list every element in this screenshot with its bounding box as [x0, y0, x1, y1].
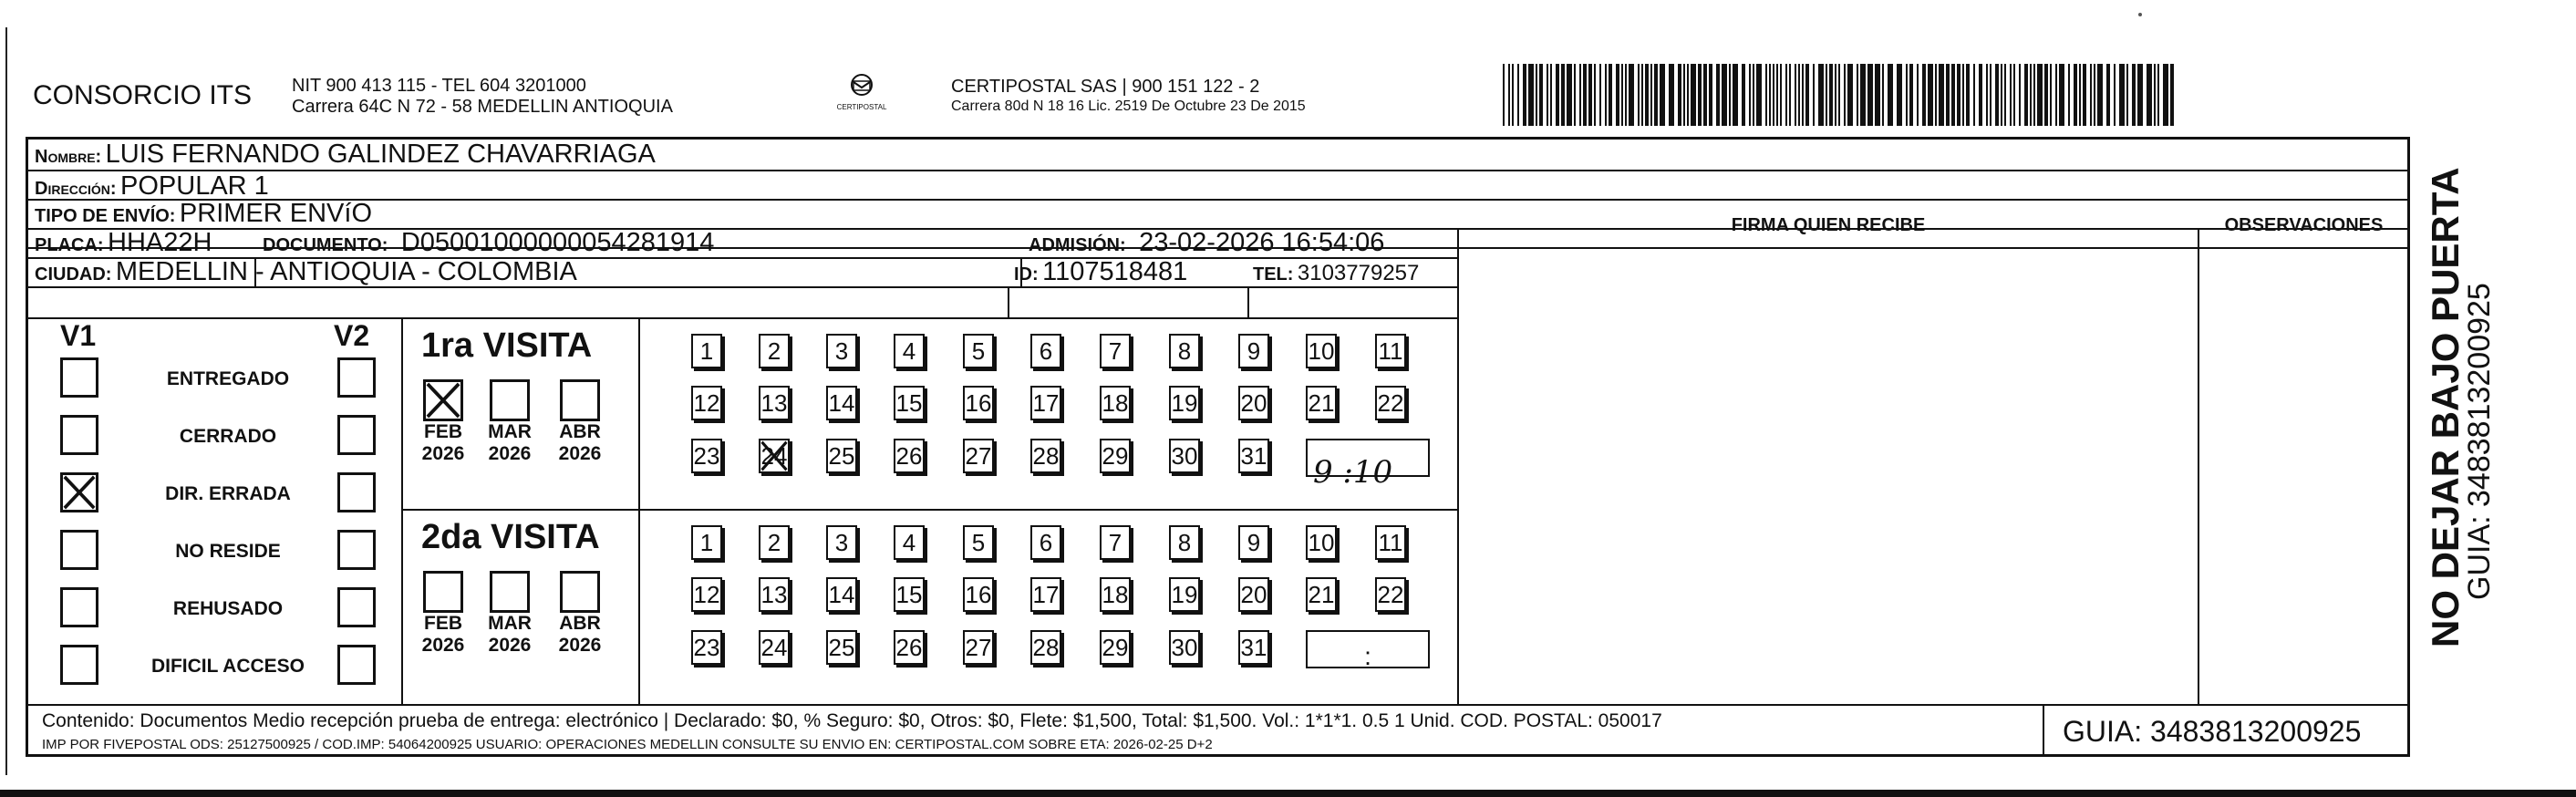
month-label [410, 421, 476, 465]
month-year: 2026 [558, 635, 602, 656]
day-box: 29 [1100, 630, 1131, 665]
barcode-bar [1805, 64, 1809, 126]
barcode-bar [2055, 64, 2057, 126]
barcode-bar [1765, 64, 1767, 126]
barcode [1501, 64, 2179, 128]
placa-label: PLACA: [35, 235, 104, 255]
barcode-bar [2079, 64, 2081, 126]
barcode-bar [1669, 64, 1674, 126]
certipostal-logo [834, 73, 889, 109]
barcode-bar [2074, 64, 2077, 126]
barcode-bar [2097, 64, 2103, 126]
v1-checkbox [60, 415, 98, 455]
barcode-bar [1951, 64, 1955, 126]
day-box: 14 [826, 386, 857, 420]
barcode-bar [1829, 64, 1833, 126]
day-box: 6 [1030, 334, 1061, 368]
day-box: 28 [1030, 439, 1061, 473]
envelope-icon [842, 73, 882, 98]
barcode-bar [1857, 64, 1858, 126]
v1-checkbox [60, 587, 98, 627]
barcode-bar [2010, 64, 2012, 126]
col-divider [638, 317, 640, 704]
barcode-bar [2050, 64, 2052, 126]
barcode-bar [1583, 64, 1587, 126]
barcode-bar [1835, 64, 1836, 126]
barcode-bar [1847, 64, 1853, 126]
status-label: REHUSADO [172, 598, 284, 619]
barcode-bar [1909, 64, 1913, 126]
col-divider [2043, 704, 2044, 757]
barcode-bar [1749, 64, 1751, 126]
barcode-bar [1539, 64, 1543, 126]
logo-text: CERTIPOSTAL [836, 103, 887, 111]
barcode-bar [1966, 64, 1970, 126]
barcode-bar [2044, 64, 2048, 126]
day-box: 29 [1100, 439, 1131, 473]
barcode-bar [1935, 64, 1937, 126]
month-year: 2026 [421, 443, 465, 464]
speck [2138, 13, 2142, 16]
barcode-bar [1629, 64, 1634, 126]
barcode-bar [2030, 64, 2032, 126]
barcode-bar [2001, 64, 2002, 126]
day-box: 6 [1030, 525, 1061, 560]
barcode-bar [1660, 64, 1665, 126]
barcode-bar [1973, 64, 1975, 126]
barcode-bar [1588, 64, 1592, 126]
barcode-bar [1621, 64, 1623, 126]
barcode-bar [2137, 64, 2143, 126]
status-label: NO RESIDE [175, 541, 281, 562]
barcode-bar [2090, 64, 2092, 126]
day-box: 18 [1100, 577, 1131, 612]
month-checkbox [490, 571, 530, 613]
day-box: 26 [894, 439, 925, 473]
barcode-bar [1641, 64, 1643, 126]
day-box: 20 [1238, 386, 1269, 420]
month-name: MAR [488, 421, 532, 442]
month-checkbox [490, 379, 530, 421]
v2-checkbox [337, 587, 376, 627]
month-year: 2026 [558, 443, 602, 464]
v1-checkbox [60, 472, 98, 512]
barcode-bar [2059, 64, 2064, 126]
barcode-bar [2033, 64, 2035, 126]
observaciones-label: OBSERVACIONES [2224, 215, 2384, 235]
barcode-bar [1687, 64, 1689, 126]
barcode-bar [1888, 64, 1893, 126]
day-box: 26 [894, 630, 925, 665]
x-mark-icon [63, 475, 96, 510]
day-box: 23 [691, 439, 722, 473]
company-address: Carrera 64C N 72 - 58 MEDELLIN ANTIOQUIA [292, 97, 673, 117]
barcode-bar [1922, 64, 1926, 126]
month-name: ABR [559, 421, 601, 442]
barcode-bar [2114, 64, 2116, 126]
day-box: 3 [826, 334, 857, 368]
admision-label: ADMISIÓN: [1029, 235, 1126, 255]
nombre-value: LUIS FERNANDO GALINDEZ CHAVARRIAGA [105, 140, 656, 169]
barcode-bar [1838, 64, 1840, 126]
day-box: 31 [1238, 439, 1269, 473]
visit1-title: 1ra VISITA [421, 326, 593, 365]
barcode-bar [2004, 64, 2006, 126]
barcode-bar [1616, 64, 1619, 126]
barcode-bar [1957, 64, 1960, 126]
day-box: 14 [826, 577, 857, 612]
barcode-bar [1780, 64, 1782, 126]
certipostal-line: CERTIPOSTAL SAS | 900 151 122 - 2 [951, 77, 1260, 97]
barcode-bar [1776, 64, 1778, 126]
barcode-bar [2154, 64, 2156, 126]
barcode-bar [1867, 64, 1873, 126]
day-box: 1 [691, 334, 722, 368]
day-box: 8 [1169, 334, 1200, 368]
v2-checkbox [337, 357, 376, 398]
barcode-bar [1729, 64, 1731, 126]
day-box: 5 [963, 525, 994, 560]
footer-guia: GUIA: 3483813200925 [2063, 715, 2362, 748]
barcode-bar [1625, 64, 1627, 126]
barcode-bar [1773, 64, 1774, 126]
month-label [477, 613, 543, 657]
barcode-bar [2083, 64, 2086, 126]
firma-label: FIRMA QUIEN RECIBE [1731, 215, 1926, 235]
v2-checkbox [337, 415, 376, 455]
barcode-bar [1609, 64, 1612, 126]
visit2-time: : [1364, 642, 1371, 670]
day-box: 25 [826, 630, 857, 665]
barcode-bar [1979, 64, 1982, 126]
day-box: 7 [1100, 334, 1131, 368]
ciudad-label: CIUDAD: [35, 264, 112, 285]
day-box: 8 [1169, 525, 1200, 560]
day-box: 24 [759, 439, 790, 473]
v2-label: V2 [334, 319, 370, 352]
month-name: FEB [424, 613, 462, 634]
barcode-bar [1517, 64, 1519, 126]
barcode-bar [1567, 64, 1572, 126]
footer-divider [27, 704, 2408, 706]
day-box: 3 [826, 525, 857, 560]
barcode-bar [2037, 64, 2043, 126]
scan-edge-left [5, 27, 7, 775]
v2-checkbox [337, 645, 376, 685]
placa-value: HHA22H [108, 228, 212, 257]
day-box: 11 [1375, 525, 1406, 560]
barcode-bar [1722, 64, 1727, 126]
visit2-title: 2da VISITA [421, 518, 600, 556]
month-name: ABR [559, 613, 601, 634]
day-box: 16 [963, 577, 994, 612]
barcode-bar [1860, 64, 1866, 126]
barcode-bar [1691, 64, 1696, 126]
barcode-bar [1826, 64, 1827, 126]
day-box: 9 [1238, 334, 1269, 368]
day-box: 10 [1306, 525, 1337, 560]
v2-checkbox [337, 472, 376, 512]
documento-label: DOCUMENTO: [263, 235, 388, 255]
status-label: DIR. ERRADA [165, 483, 291, 504]
ciudad-row [35, 255, 577, 293]
v1-label: V1 [60, 319, 97, 352]
barcode-bar [1556, 64, 1559, 126]
day-box: 24 [759, 630, 790, 665]
certipostal-address: Carrera 80d N 18 16 Lic. 2519 De Octubre 23 De 2015 [951, 98, 1306, 114]
barcode-bar [1536, 64, 1537, 126]
month-label [547, 421, 613, 465]
barcode-bar [1654, 64, 1658, 126]
visit1-time: 9 :10 [1313, 454, 1393, 491]
day-box: 17 [1030, 386, 1061, 420]
barcode-bar [1897, 64, 1902, 126]
barcode-bar [1703, 64, 1707, 126]
barcode-bar [1579, 64, 1581, 126]
barcode-bar [1523, 64, 1526, 126]
barcode-bar [1742, 64, 1745, 126]
scan-edge [0, 790, 2576, 797]
barcode-bar [1798, 64, 1800, 126]
barcode-bar [2024, 64, 2028, 126]
barcode-bar [1962, 64, 1964, 126]
barcode-bar [1709, 64, 1712, 126]
nombre-label: Nombre: [35, 147, 102, 167]
company-nit: NIT 900 413 115 - TEL 604 3201000 [292, 76, 586, 96]
day-box: 4 [894, 334, 925, 368]
id-label: ID: [1014, 264, 1039, 285]
x-mark-icon [760, 440, 788, 471]
month-checkbox [560, 379, 600, 421]
month-year: 2026 [421, 635, 465, 656]
barcode-bar [1917, 64, 1919, 126]
tipo-label: TIPO DE ENVÍO: [35, 206, 176, 226]
v1-checkbox [60, 530, 98, 570]
v2-checkbox [337, 530, 376, 570]
barcode-bar [2119, 64, 2125, 126]
month-label [477, 421, 543, 465]
side-guia: GUIA: 3483813200925 [2462, 283, 2497, 600]
month-checkbox [423, 379, 463, 421]
day-box: 31 [1238, 630, 1269, 665]
admision-value: 23-02-2026 16:54:06 [1139, 228, 1385, 257]
documento-value: D05001000000054281914 [400, 228, 715, 257]
barcode-bar [1785, 64, 1787, 126]
barcode-bar [1795, 64, 1796, 126]
day-box: 2 [759, 525, 790, 560]
certipostal-info [951, 76, 1306, 116]
day-box: 12 [691, 577, 722, 612]
day-box: 17 [1030, 577, 1061, 612]
day-box: 27 [963, 630, 994, 665]
ciudad-value: MEDELLIN - ANTIOQUIA - COLOMBIA [115, 257, 577, 286]
id-value: 1107518481 [1042, 257, 1188, 286]
barcode-bar [1508, 64, 1510, 126]
barcode-bar [2132, 64, 2136, 126]
day-box: 30 [1169, 439, 1200, 473]
col-divider [1247, 286, 1249, 317]
barcode-bar [1990, 64, 1991, 126]
month-label [547, 613, 613, 657]
day-box: 15 [894, 386, 925, 420]
v1-checkbox [60, 357, 98, 398]
barcode-bar [1995, 64, 1999, 126]
v1-checkbox [60, 645, 98, 685]
barcode-bar [1512, 64, 1514, 126]
col-divider [1457, 228, 1459, 704]
barcode-bar [1605, 64, 1607, 126]
month-name: FEB [424, 421, 462, 442]
tel-label: TEL: [1253, 264, 1294, 285]
visit-divider [401, 509, 1457, 511]
day-box: 21 [1306, 577, 1337, 612]
row-divider [27, 317, 1457, 319]
barcode-bar [1599, 64, 1601, 126]
day-box: 22 [1375, 577, 1406, 612]
day-box: 23 [691, 630, 722, 665]
barcode-bar [1716, 64, 1720, 126]
barcode-bar [1733, 64, 1738, 126]
barcode-bar [1550, 64, 1552, 126]
day-box: 19 [1169, 386, 1200, 420]
barcode-bar [1906, 64, 1908, 126]
barcode-bar [1882, 64, 1884, 126]
barcode-bar [2019, 64, 2021, 126]
col-divider [401, 317, 403, 704]
barcode-bar [1528, 64, 1534, 126]
barcode-bar [2068, 64, 2070, 126]
barcode-bar [2013, 64, 2015, 126]
barcode-bar [2170, 64, 2174, 126]
barcode-bar [2126, 64, 2128, 126]
company-name: CONSORCIO ITS [33, 80, 253, 110]
barcode-bar [1813, 64, 1815, 126]
day-box: 27 [963, 439, 994, 473]
month-year: 2026 [488, 443, 532, 464]
id-row [1014, 255, 1187, 293]
barcode-bar [1645, 64, 1649, 126]
day-box: 9 [1238, 525, 1269, 560]
barcode-bar [1875, 64, 1880, 126]
day-box: 13 [759, 577, 790, 612]
company-contact [292, 76, 673, 118]
footer-imp: IMP POR FIVEPOSTAL ODS: 25127500925 / COD.IMP: 54064200925 USUARIO: OPERACIONES MEDELLIN CONSULTE SU ENVIO EN: CERTIPOSTAL.COM SOBRE ETA: 2026-02-25 D+2 [42, 737, 1213, 752]
month-year: 2026 [488, 635, 532, 656]
day-box: 28 [1030, 630, 1061, 665]
status-label: DIFICIL ACCESO [150, 656, 305, 677]
day-box: 19 [1169, 577, 1200, 612]
barcode-bar [1986, 64, 1988, 126]
barcode-bar [1753, 64, 1754, 126]
barcode-bar [1698, 64, 1702, 126]
barcode-bar [1594, 64, 1596, 126]
x-mark-icon [426, 382, 460, 419]
barcode-bar [1928, 64, 1933, 126]
direccion-label: Dirección: [35, 179, 117, 199]
status-label: CERRADO [179, 426, 277, 447]
month-checkbox [560, 571, 600, 613]
barcode-bar [1946, 64, 1950, 126]
day-box: 5 [963, 334, 994, 368]
month-label [410, 613, 476, 657]
month-name: MAR [488, 613, 532, 634]
barcode-bar [1769, 64, 1771, 126]
barcode-bar [1789, 64, 1791, 126]
barcode-bar [2163, 64, 2168, 126]
barcode-bar [2094, 64, 2095, 126]
barcode-bar [2106, 64, 2110, 126]
month-checkbox [423, 571, 463, 613]
barcode-bar [1683, 64, 1685, 126]
no-dejar-warning: NO DEJAR BAJO PUERTA [2424, 167, 2467, 647]
day-box: 4 [894, 525, 925, 560]
barcode-bar [1939, 64, 1944, 126]
day-box: 2 [759, 334, 790, 368]
day-box: 1 [691, 525, 722, 560]
day-box: 11 [1375, 334, 1406, 368]
day-box: 15 [894, 577, 925, 612]
direccion-value: POPULAR 1 [120, 171, 269, 201]
day-box: 21 [1306, 386, 1337, 420]
status-label: ENTREGADO [166, 368, 290, 389]
col-divider [1008, 286, 1009, 317]
day-box: 13 [759, 386, 790, 420]
barcode-bar [1678, 64, 1681, 126]
col-divider [2198, 228, 2199, 704]
barcode-bar [1561, 64, 1565, 126]
day-box: 30 [1169, 630, 1200, 665]
barcode-bar [1650, 64, 1652, 126]
row-divider [27, 199, 2408, 201]
barcode-bar [1818, 64, 1824, 126]
footer-contenido: Contenido: Documentos Medio recepción prueba de entrega: electrónico | Declarado: $0, % Seguro: $0, Otros: $0, Flete: $1,500, Total: $1,500. Vol.: 1*1*1. 0.5 1 Unid. COD. POSTAL: 050017 [42, 710, 1662, 731]
barcode-bar [1503, 64, 1505, 126]
barcode-bar [1844, 64, 1846, 126]
barcode-bar [1547, 64, 1548, 126]
tel-value: 3103779257 [1297, 261, 1420, 285]
barcode-bar [1574, 64, 1576, 126]
barcode-bar [1638, 64, 1640, 126]
barcode-bar [1756, 64, 1762, 126]
day-box: 18 [1100, 386, 1131, 420]
tel-row [1253, 257, 1419, 293]
day-box: 20 [1238, 577, 1269, 612]
tipo-value: PRIMER ENVíO [179, 199, 373, 228]
day-box: 22 [1375, 386, 1406, 420]
barcode-bar [2147, 64, 2152, 126]
day-box: 16 [963, 386, 994, 420]
day-box: 25 [826, 439, 857, 473]
barcode-bar [2157, 64, 2159, 126]
day-box: 12 [691, 386, 722, 420]
day-box: 10 [1306, 334, 1337, 368]
day-box: 7 [1100, 525, 1131, 560]
barcode-bar [1802, 64, 1804, 126]
